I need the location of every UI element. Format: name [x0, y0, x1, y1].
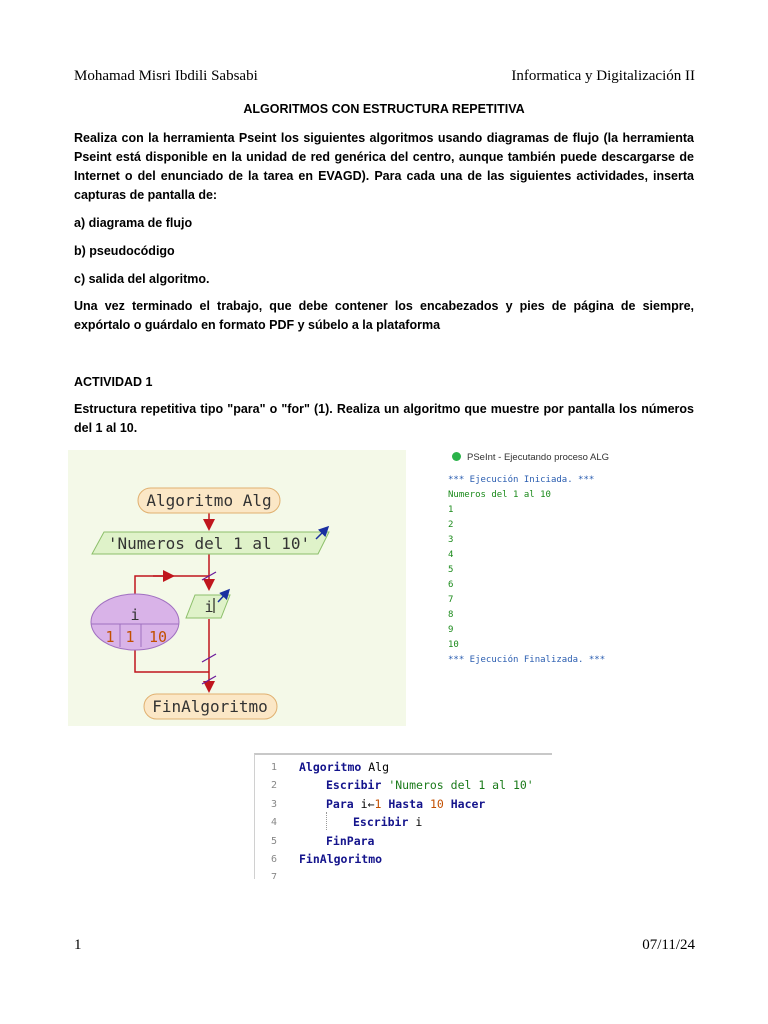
- code-line: 2 Escribir 'Numeros del 1 al 10': [271, 778, 534, 792]
- execution-output-window: [444, 450, 674, 665]
- output-end-message: *** Ejecución Finalizada. ***: [448, 655, 606, 665]
- list-item-output: c) salida del algoritmo.: [74, 272, 210, 286]
- line-number: 4: [271, 817, 278, 828]
- line-number: 2: [271, 780, 278, 791]
- output-number: 4: [448, 550, 454, 560]
- line-number: 1: [271, 762, 278, 773]
- output-number: 5: [448, 565, 454, 575]
- code-line: 5 FinPara: [271, 834, 375, 848]
- output-number: 6: [448, 580, 454, 590]
- list-item-flowchart: a) diagrama de flujo: [74, 216, 193, 230]
- activity-description: Estructura repetitiva tipo "para" o "for" (1). Realiza un algoritmo que muestre por pantalla los números del 1 al 10.: [74, 402, 694, 435]
- loop-variable: i: [130, 606, 140, 624]
- intro-paragraph: Realiza con la herramienta Pseint los siguientes algoritmos usando diagramas de flujo (la herramienta Pseint está disponible en la unidad de red genérica del centro, aunque también puede descargarse de Internet o del enunciado de la tarea en EVAGD). Para cada una de las siguientes actividades, inserta capturas de pantalla de:: [74, 131, 694, 202]
- output-window-title: PSeInt - Ejecutando proceso ALG: [444, 452, 609, 463]
- pseudocode-editor: [254, 753, 552, 879]
- line-number: 3: [271, 799, 278, 810]
- code-line: 1 Algoritmo Alg: [271, 760, 390, 774]
- loop-start: 1: [105, 628, 115, 646]
- line-number: 5: [271, 836, 278, 847]
- loop-step: 1: [125, 628, 135, 646]
- output-number: 9: [448, 625, 454, 635]
- code-line: 3 Para i←1 Hasta 10 Hacer: [271, 797, 486, 811]
- loop-end: 10: [148, 628, 168, 646]
- end-label: FinAlgoritmo: [152, 697, 268, 716]
- flowchart-image: [68, 450, 406, 726]
- output-number: 7: [448, 595, 454, 605]
- loop-connector: [135, 648, 209, 672]
- line-number: 7: [271, 872, 278, 879]
- output-number: 8: [448, 610, 454, 620]
- indent-guide: [326, 812, 327, 830]
- line-number: 6: [271, 854, 278, 865]
- output-start-message: *** Ejecución Iniciada. ***: [448, 475, 595, 485]
- list-item-pseudocode: b) pseudocódigo: [74, 244, 175, 258]
- header-author: Mohamad Misri Ibdili Sabsabi: [74, 68, 258, 84]
- play-icon: [452, 452, 461, 461]
- output-number: 3: [448, 535, 454, 545]
- document-title: ALGORITMOS CON ESTRUCTURA REPETITIVA: [243, 102, 525, 116]
- code-line: 4 Escribir i: [271, 815, 423, 829]
- closing-paragraph: Una vez terminado el trabajo, que debe contener los encabezados y pies de página de siempre, expórtalo o guárdalo en formato PDF y súbelo a la plataforma: [74, 299, 694, 332]
- flowchart-diagram: [68, 450, 406, 726]
- output-label: 'Numeros del 1 al 10': [107, 534, 311, 553]
- footer-date: 07/11/24: [642, 937, 695, 953]
- output-number: 2: [448, 520, 454, 530]
- code-line: [255, 870, 552, 879]
- output-header-line: Numeros del 1 al 10: [448, 490, 551, 500]
- loop-connector: [135, 576, 209, 596]
- header-course: Informatica y Digitalización II: [511, 68, 695, 84]
- start-label: Algoritmo Alg: [146, 491, 272, 510]
- output-number: 1: [448, 505, 454, 515]
- output-number: 10: [448, 640, 459, 650]
- print-label: i: [204, 598, 214, 616]
- footer-page-number: 1: [74, 937, 82, 953]
- activity-heading: ACTIVIDAD 1: [74, 375, 153, 389]
- code-line: 6 FinAlgoritmo: [271, 852, 383, 866]
